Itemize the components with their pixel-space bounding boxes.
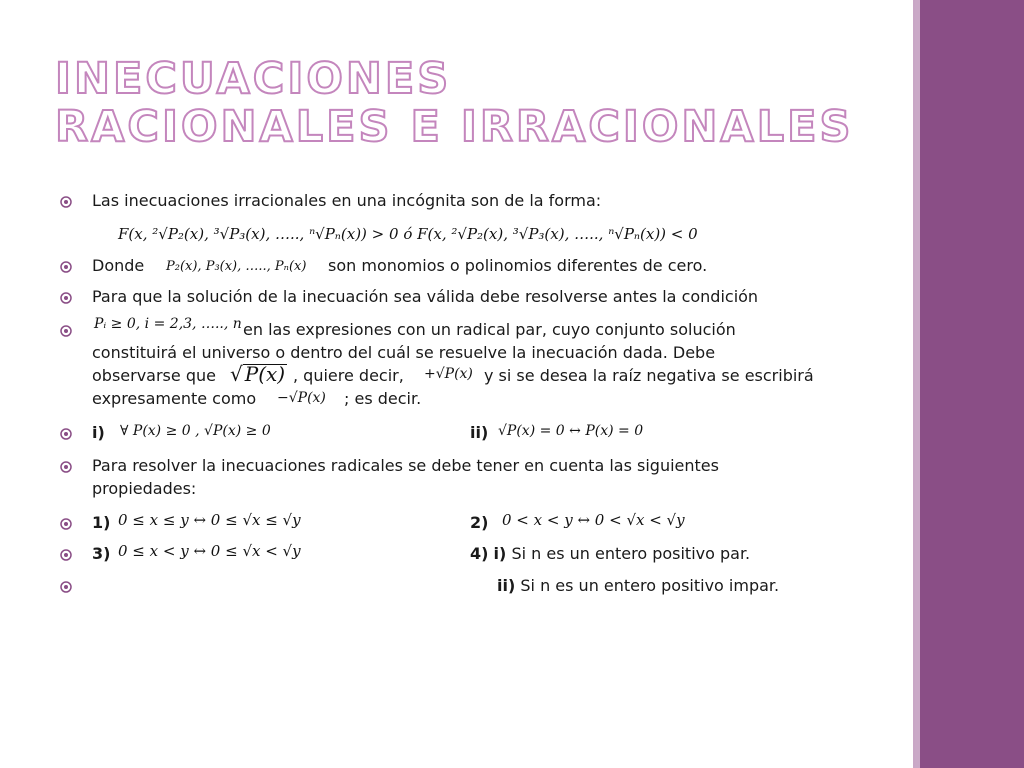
formula-polynomials: P₂(x), P₃(x), ….., Pₙ(x) — [166, 259, 307, 274]
formula-item-i: ∀ P(x) ≥ 0 , √P(x) ≥ 0 — [120, 423, 271, 439]
formula-item-ii: √P(x) = 0 ↔ P(x) = 0 — [498, 423, 644, 439]
bullet-icon — [60, 581, 72, 593]
bullet-text-6-line2: propiedades: — [92, 479, 197, 498]
property-4-i-label: i) — [493, 544, 507, 563]
property-4a — [470, 543, 750, 565]
bullet-text-4-line2: constituirá el universo o dentro del cuál se resuelve la inecuación dada. Debe — [92, 343, 716, 362]
formula-property-1: 0 ≤ x ≤ y ↔ 0 ≤ √x ≤ √y — [118, 511, 301, 529]
title-line-2: RACIONALES E IRRACIONALES — [55, 102, 854, 152]
formula-forms: F(x, ²√P₂(x), ³√P₃(x), ….., ⁿ√Pₙ(x)) > 0 ó F(x, ²√P₂(x), ³√P₃(x), ….., ⁿ√Pₙ(x)) < 0 — [118, 225, 698, 243]
bullet-text-2-post: son monomios o polinomios diferentes de cero. — [328, 256, 708, 275]
property-4-i-text: Si n es un entero positivo par. — [511, 544, 751, 563]
item-ii-label: ii) — [470, 423, 489, 442]
property-4b — [497, 575, 779, 597]
formula-property-2: 0 < x < y ↔ 0 < √x < √y — [502, 511, 685, 529]
property-4-label: 4) — [470, 544, 489, 563]
property-4-ii-text: Si n es un entero positivo impar. — [520, 576, 780, 595]
formula-sqrt-p-arg: P(x) — [244, 362, 286, 386]
bullet-text-4-line4a: expresamente como — [92, 389, 257, 408]
bullet-text-1: Las inecuaciones irracionales en una incógnita son de la forma: — [92, 191, 602, 210]
formula-plus-sqrt: +√P(x) — [424, 366, 473, 382]
bullet-icon — [60, 428, 72, 440]
slide-title — [55, 55, 875, 151]
formula-sqrt-p: √ P(x) — [230, 362, 286, 386]
bullet-text-6-line1: Para resolver la inecuaciones radicales se debe tener en cuenta las siguientes — [92, 456, 719, 475]
bullet-icon — [60, 518, 72, 530]
bullet-icon — [60, 196, 72, 208]
bullet-text-4-line3a: observarse que — [92, 366, 216, 385]
property-3-label: 3) — [92, 544, 111, 563]
bullet-icon — [60, 549, 72, 561]
bullet-text-4-line1: en las expresiones con un radical par, cuyo conjunto solución — [243, 320, 736, 339]
title-line-1: INECUACIONES — [55, 54, 452, 104]
property-4-ii-label: ii) — [497, 576, 516, 595]
bullet-icon — [60, 261, 72, 273]
decorative-sidebar — [913, 0, 1024, 768]
property-2-label: 2) — [470, 513, 489, 532]
bullet-text-4-line4b: ; es decir. — [344, 389, 422, 408]
item-i-label: i) — [92, 423, 105, 442]
bullet-icon — [60, 461, 72, 473]
formula-minus-sqrt: −√P(x) — [277, 390, 326, 406]
bullet-text-2-pre: Donde — [92, 256, 145, 275]
formula-condition: Pᵢ ≥ 0, i = 2,3, ….., n — [94, 316, 242, 332]
bullet-icon — [60, 325, 72, 337]
property-1-label: 1) — [92, 513, 111, 532]
formula-property-3: 0 ≤ x < y ↔ 0 ≤ √x < √y — [118, 542, 301, 560]
bullet-text-4-line3b: , quiere decir, — [293, 366, 404, 385]
bullet-text-4-line3c: y si se desea la raíz negativa se escribirá — [484, 366, 814, 385]
bullet-icon — [60, 292, 72, 304]
bullet-text-3: Para que la solución de la inecuación sea válida debe resolverse antes la condición — [92, 287, 759, 306]
